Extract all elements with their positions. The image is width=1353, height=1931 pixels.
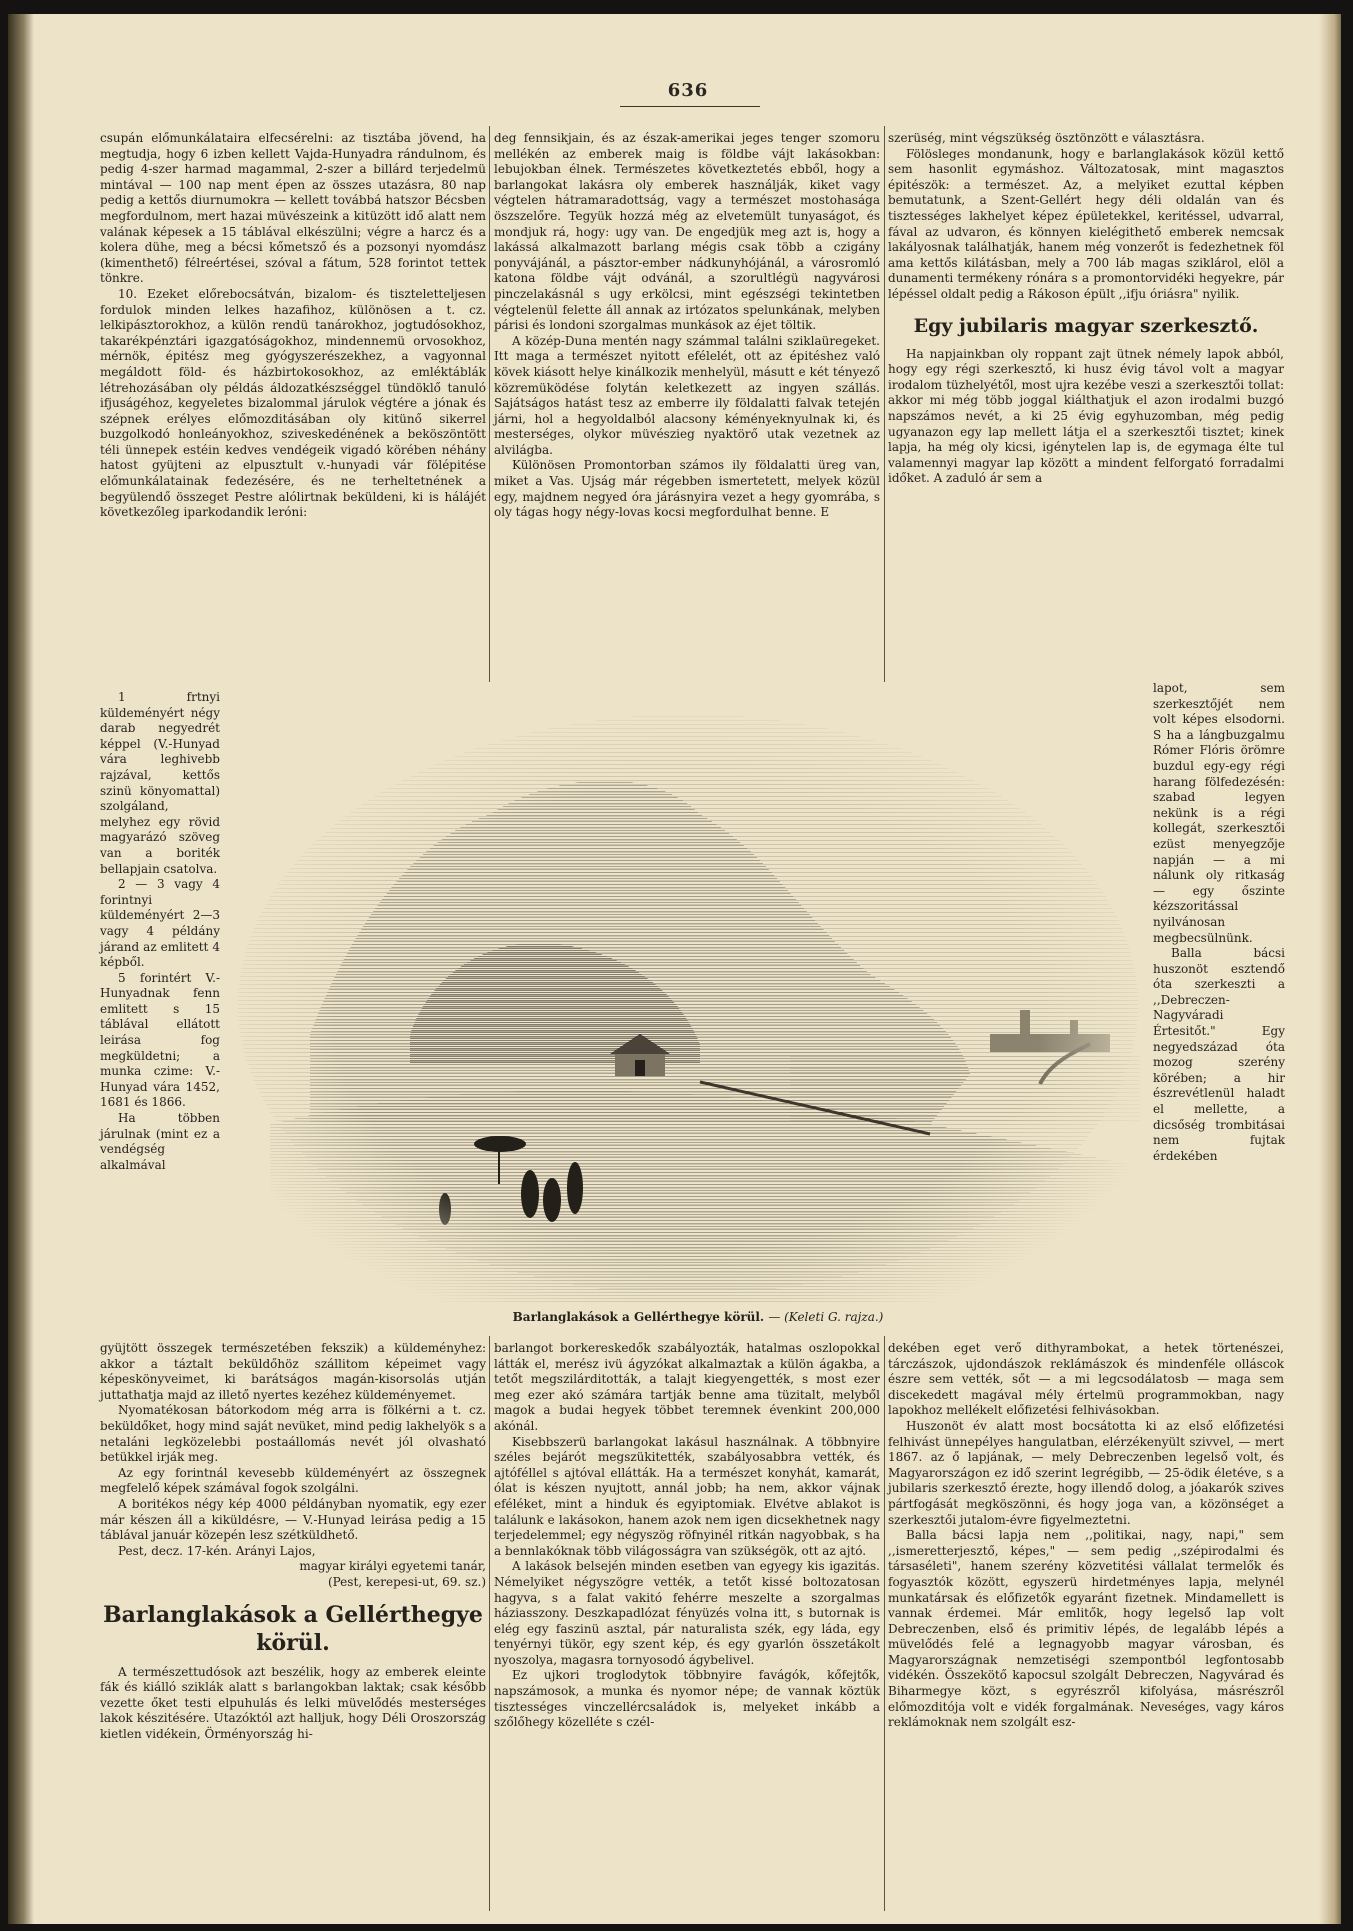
- paragraph: Fölösleges mondanunk, hogy e barlanglakások közül kettő sem hasonlit egymáshoz. Változatosak, mint magasztos épitészök: a természet. Az, a melyiket ezuttal képben bemutatunk, a Szent-Gellért hegy déli oldalán van és tisztességes lakhelyet képez épületekkel, keritéssel, udvarral, fával az udvaron, és könnyen kielégithető emberek nemcsak lakályosnak találhatják, hanem még vonzerőt is fedezhetnek föl ama kettős kilátásban, mely a 700 láb magas sziklárol, elöl a dunamenti termékeny rónára s a promontorvidéki hegyekre, pár lépéssel oldalt pedig a Rákoson épült ,,ifju óriásra" nyilik.: [888, 146, 1284, 301]
- column-3-wrap: [1153, 681, 1285, 1164]
- signature-title: magyar királyi egyetemi tanár,: [299, 1559, 486, 1574]
- signature-line: Pest, decz. 17-kén. Arányi Lajos,: [118, 1543, 316, 1558]
- paragraph: A természettudósok azt beszélik, hogy az emberek eleinte fák és kiálló sziklák alatt s barlangokban laktak; csak később vezette őket testi elpuhulás és lelki müvelődés mesterséges lakok készitésére. Utazóktól azt halljuk, hogy Déli Oroszország kietlen vidékein, Örményország hi-: [100, 1664, 486, 1741]
- signature-address: (Pest, kerepesi-ut, 69. sz.): [327, 1574, 486, 1589]
- paragraph: Kisebbszerü barlangokat lakásul használnak. A többnyire széles bejárót megszükitették, szabályosabbra vették, és ajtóféllel s ajtóval ellátták. Ha a természet konyhát, kamarát, ólat is készen nyujtott, annál jobb; ha nem, akkor vájnak eféléket, mint a hinduk és egyiptomiak. Elvétve ablakot is találunk e lakásokon, hanem azok nem igen dicsekhetnek nagy terjedelemmel; egy négyszög röfnyinél ritkán nagyobbak, s ha a bennlakóknak több világosságra van szükségök, ott az ajtó.: [494, 1434, 880, 1558]
- column-3-bottom: [888, 1341, 1284, 1731]
- column-2-top: [494, 131, 880, 521]
- paragraph: Ez ujkori troglodytok többnyire favágók, kőfejtők, napszámosok, a munka és nyomor népe; de vannak köztük tisztességes vinczellércsaládok is, melyeket inkább a szőlőhegy közelléte s czél-: [494, 1668, 880, 1730]
- column-2-bottom: [494, 1341, 880, 1731]
- paragraph: 10. Ezeket előrebocsátván, bizalom- és tiszteletteljesen fordulok minden lelkes hazafihoz, különösen a t. cz. lelkipásztorokhoz, a külön rendü tanárokhoz, jogtudósokhoz, takarékpénztári igazgatóságokhoz, mindennemü orvosokhoz, mérnök, épitész meg gyógyszerészekhez, a vagyonnal megáldott föld- és házbirtokosokhoz, az emléktáblák létrehozásában oly példás áldozatkészséggel tündöklő tanuló ifjuságéhoz, kegyeletes bizalommal járulok végtére a jónak és szépnek erélyes előmozditásában oly kitünő sikerrel buzgolkodó honleányokhoz, sziveskedénének a beköszöntött téli ünnepek estéin kedves vendégeik vigadó körében néhány hatost gyüjteni az elpusztult v.-hunyadi vár fölépitése előmunkálatainak fedezésére, és ne terheltetnének a begyülendő összeget Pestre alólirtnak beküldeni, ki is hálájét következőleg iparkodandik leróni:: [100, 286, 486, 520]
- column-1-wrap: [100, 690, 220, 1173]
- paragraph: A boritékos négy kép 4000 példányban nyomatik, egy ezer már készen áll a kiküldésre, — V.-Hunyad leirása pedig a 15 táblával január közepén lesz szétküldhető.: [100, 1496, 486, 1543]
- page-edge-shadow: [1319, 14, 1341, 1924]
- paragraph: dekében eget verő dithyrambokat, a hetek törtenészei, tárczászok, ujdondászok reklámászok és mindenféle olláscok észre sem vették, sőt — a mi legcsodálatosb — maga sem discekedett magával mély értelmü programmokban, nagy lapokhoz mellékelt előfizetési felhivásokban.: [888, 1341, 1284, 1418]
- caption-title: Barlanglakások a Gellérthegye körül.: [512, 1310, 765, 1324]
- paragraph: A közép-Duna mentén nagy számmal találni sziklaüregeket. Itt maga a természet nyitott efélelét, ott az épitéshez való kövek kiásott helye kinálkozik menhelyül, másutt e két tényező közremüködése folytán keletkezett az ingyen szállás. Sajátságos hatást tesz az emberre ily földalatti falvak tetején járni, hol a hegyoldalból alacsony kéményeknyulnak ki, és mesterséges, olykor müvészieg nyaktörő utak vezetnek az alvilágba.: [494, 333, 880, 457]
- article-headline: Egy jubilaris magyar szerkesztő.: [913, 314, 1259, 337]
- paragraph: gyüjtött összegek természetében fekszik) a küldeményhez: akkor a táztalt beküldőhöz szállitom képeimet vagy képeskönyveimet, ki barátságos magán-kisorsolás utján juttathatja majd az illető nyertes kezéhez küldeményemet.: [100, 1341, 486, 1402]
- paragraph: Ha napjainkban oly roppant zajt ütnek némely lapok abból, hogy egy régi szerkesztő, ki husz évig távol volt a magyar irodalom tüzhelyétől, most ujra kezébe veszi a szerkesztői tollat: akkor mi még több joggal kiálthatjuk el azon irodalmi buzgó napszámos nevét, a ki 25 évig egyhuzomban, még pedig ugyanazon egy lap mellett látja el a szerkesztői tisztet; kinek lapja, ha még oly kicsi, igénytelen lap is, de egymaga élte tul valamennyi magyar lap között a mindent felforgató forradalmi időket. A zaduló ár sem a: [888, 346, 1284, 486]
- paragraph: szerüség, mint végszükség ösztönzött e választásra.: [888, 131, 1205, 145]
- paragraph: lapot, sem szerkesztőjét nem volt képes elsodorni. S ha a lángbuzgalmu Rómer Flóris örömre buzdul egy-egy régi harang fölfedezésén: szabad legyen nekünk is a régi kollegát, szerkesztői ezüst menyegzője napján — a mi nálunk oly ritkaság — egy őszinte kézszoritással nyilvánosan megbecsülnünk.: [1153, 681, 1285, 945]
- illustration-caption: [368, 1310, 1028, 1324]
- caption-credit: — (Keleti G. rajza.): [768, 1310, 884, 1324]
- vignette-fade: [230, 704, 1146, 1304]
- column-rule: [489, 1336, 490, 1911]
- column-1-bottom: [100, 1341, 486, 1742]
- column-3-top: [888, 131, 1284, 487]
- paragraph: deg fennsikjain, és az észak-amerikai jeges tenger szomoru mellékén az emberek maig is földbe vájt lakásokban: lebujokban élnek. Természetes következtetés ebből, hogy a barlangokat lakásra oly emberek használják, kiket vagy végtelen hátramaradottság, vagy a természet mostohasága öszszelőre. Tegyük hozzá még az elvetemült tunyaságot, és mondjuk rá, hogy: ugy van. De engedjük meg azt is, hogy a lakássá alkalmazott barlang mégis csak több a czigány ponyvájánál, a pásztor-ember nádkunyhójánál, a városromló katona földbe vájt odvánál, a szorultlégü nagyvárosi pinczelakásnál s ugy erkölcsi, mint egészségi tekintetben végtelenül felette áll annak az irtózatos spelunkának, melyben párisi és londoni szorgalmas munkások az éjet töltik.: [494, 131, 880, 333]
- paragraph: 1 frtnyi küldeményért négy darab negyedrét képpel (V.-Hunyad vára leghivebb rajzával, kettős szinü könyomattal) szolgáland, melyhez egy rövid magyarázó szöveg van a boriték bellapjain csatolva.: [100, 690, 220, 876]
- header-rule: [620, 106, 760, 107]
- paragraph: Huszonöt év alatt most bocsátotta ki az első előfizetési felhivást ünnepélyes hangulatban, elérzékenyült szivvel, — mert 1867. az ő lapjának, — mely Debreczenben legelső volt, és Magyarországon ez idő szerint legrégibb, — 25-ödik életéve, s a jubilaris szerkesztő érezte, hogy illendő dolog, a jóakarók szives pártfogását megköszönni, és hogy joga van, a közönséget a szerkesztői jutalom-évre figyelmeztetni.: [888, 1418, 1284, 1527]
- column-rule: [884, 1336, 885, 1911]
- paragraph: barlangot borkereskedők szabályozták, hatalmas oszlopokkal látták el, merész ivü ágyzókat alkalmaztak a külön ágakba, a tetőt megszilárditották, a talajt kiegyengették, s most ezer meg ezer akó számára tartják benne ama tüzitalt, melyből magok a budai hegyek többet teremnek évenkint 200,000 akónál.: [494, 1341, 880, 1433]
- page-number: 636: [667, 80, 709, 101]
- paragraph: Az egy forintnál kevesebb küldeményért az összegnek megfelelő képek számával fogok szolgálni.: [100, 1465, 486, 1496]
- column-1-top: [100, 131, 486, 521]
- paragraph: Nyomatékosan bátorkodom még arra is fölkérni a t. cz. beküldőket, hogy mind saját nevüket, mind pedig lakhelyök s a netaláni legközelebbi postaállomás nevét jól olvasható betükkel irják meg.: [100, 1403, 486, 1465]
- binding-spine: [8, 14, 34, 1924]
- paragraph: Ha többen járulnak (mint ez a vendégség alkalmával: [100, 1111, 220, 1172]
- paragraph: 2 — 3 vagy 4 forintnyi küldeményért 2—3 vagy 4 példány járand az emlitett 4 képből.: [100, 877, 220, 970]
- paragraph: 5 forintért V.-Hunyadnak fenn emlitett s 15 táblával ellátott leirása fog megküldetni; a munka czime: V.-Hunyad vára 1452, 1681 és 1866.: [100, 970, 220, 1110]
- paragraph: Különösen Promontorban számos ily földalatti üreg van, miket a Vas. Ujság már régebben ismertetett, melyek közül egy, majdnem negyed óra járásnyira vezet a hegy gyomrába, s oly tágas hogy négy-lovas kocsi megfordulhat benne. E: [494, 458, 880, 520]
- paragraph: Balla bácsi huszonöt esztendő óta szerkeszti a ,,Debreczen-Nagyváradi Értesitőt." Egy negyedszázad óta mozog szerény körében; a hir észrevétlenül haladt el mellette, a dicsőség trombitásai nem fujtak érdekében: [1153, 946, 1285, 1163]
- paragraph: csupán előmunkálataira elfecsérelni: az tisztába jövend, ha megtudja, hogy 6 izben kellett Vajda-Hunyadra rándulnom, és pedig 4-szer harmad magammal, 2-szer a billárd terjedelmü mintával — 100 nap ment épen az összes utazásra, 80 nap pedig a kettős diurnumokra — kellett továbbá hatszor Bécsben megfordulnom, mert hazai müvészeink a kitüzött idő alatt nem valának képesek a 15 táblával elkészülni; végre a harcz és a kolera dühe, meg a bécsi kőmetsző és a pozsonyi nyomdász (kimenthető) félreértései, szóval a fátum, 528 forintot tettek tönkre.: [100, 131, 486, 286]
- article-headline: Barlanglakások a Gellérthegye körül.: [103, 1601, 483, 1656]
- column-rule: [489, 126, 490, 682]
- engraving-cave-dwellings: [230, 704, 1146, 1304]
- paragraph: Balla bácsi lapja nem ,,politikai, nagy, napi," sem ,,ismeretterjesztő, képes," — sem pedig ,,szépirodalmi és társaséleti", hanem szerény közvetitési vállalat termelők és fogyasztók között, egyszerü hirdetményes lapja, melynél munkatársak és előfizetők egyaránt fizetnek. Mindamellett is vannak érdemei. Már emlitők, hogy legelső lap volt Debreczenben, első és primitiv lépés, de legalább lépés a müvelődés felé a legnagyobb magyar városban, és Magyarországnak nemzetiségi szempontból legfontosabb vidékén. Összekötő kapocsul szolgált Debreczen, Nagyvárad és Biharmegye közt, s egyrészről kifolyása, másrészről előmozditója volt e vidék forgalmának. Neveséges, vagy káros reklámoknak nem szolgált esz-: [888, 1528, 1284, 1730]
- paragraph: A lakások belsején minden esetben van egyegy kis igazitás. Némelyiket négyszögre vették, a tetőt kissé boltozatosan hagyva, s a falat vakitó fehérre meszelte a szorgalmas háziasszony. Deszkapadlózat fényüzés volna itt, s butornak is elég egy faszinü asztal, pár naturalista szék, egy láda, egy tenyérnyi tükör, egy szent kép, és egy gyarlón összetákolt nyoszolya, magasra tornyosodó ágybelivel.: [494, 1559, 880, 1667]
- column-rule: [884, 126, 885, 682]
- newspaper-page: [8, 14, 1341, 1924]
